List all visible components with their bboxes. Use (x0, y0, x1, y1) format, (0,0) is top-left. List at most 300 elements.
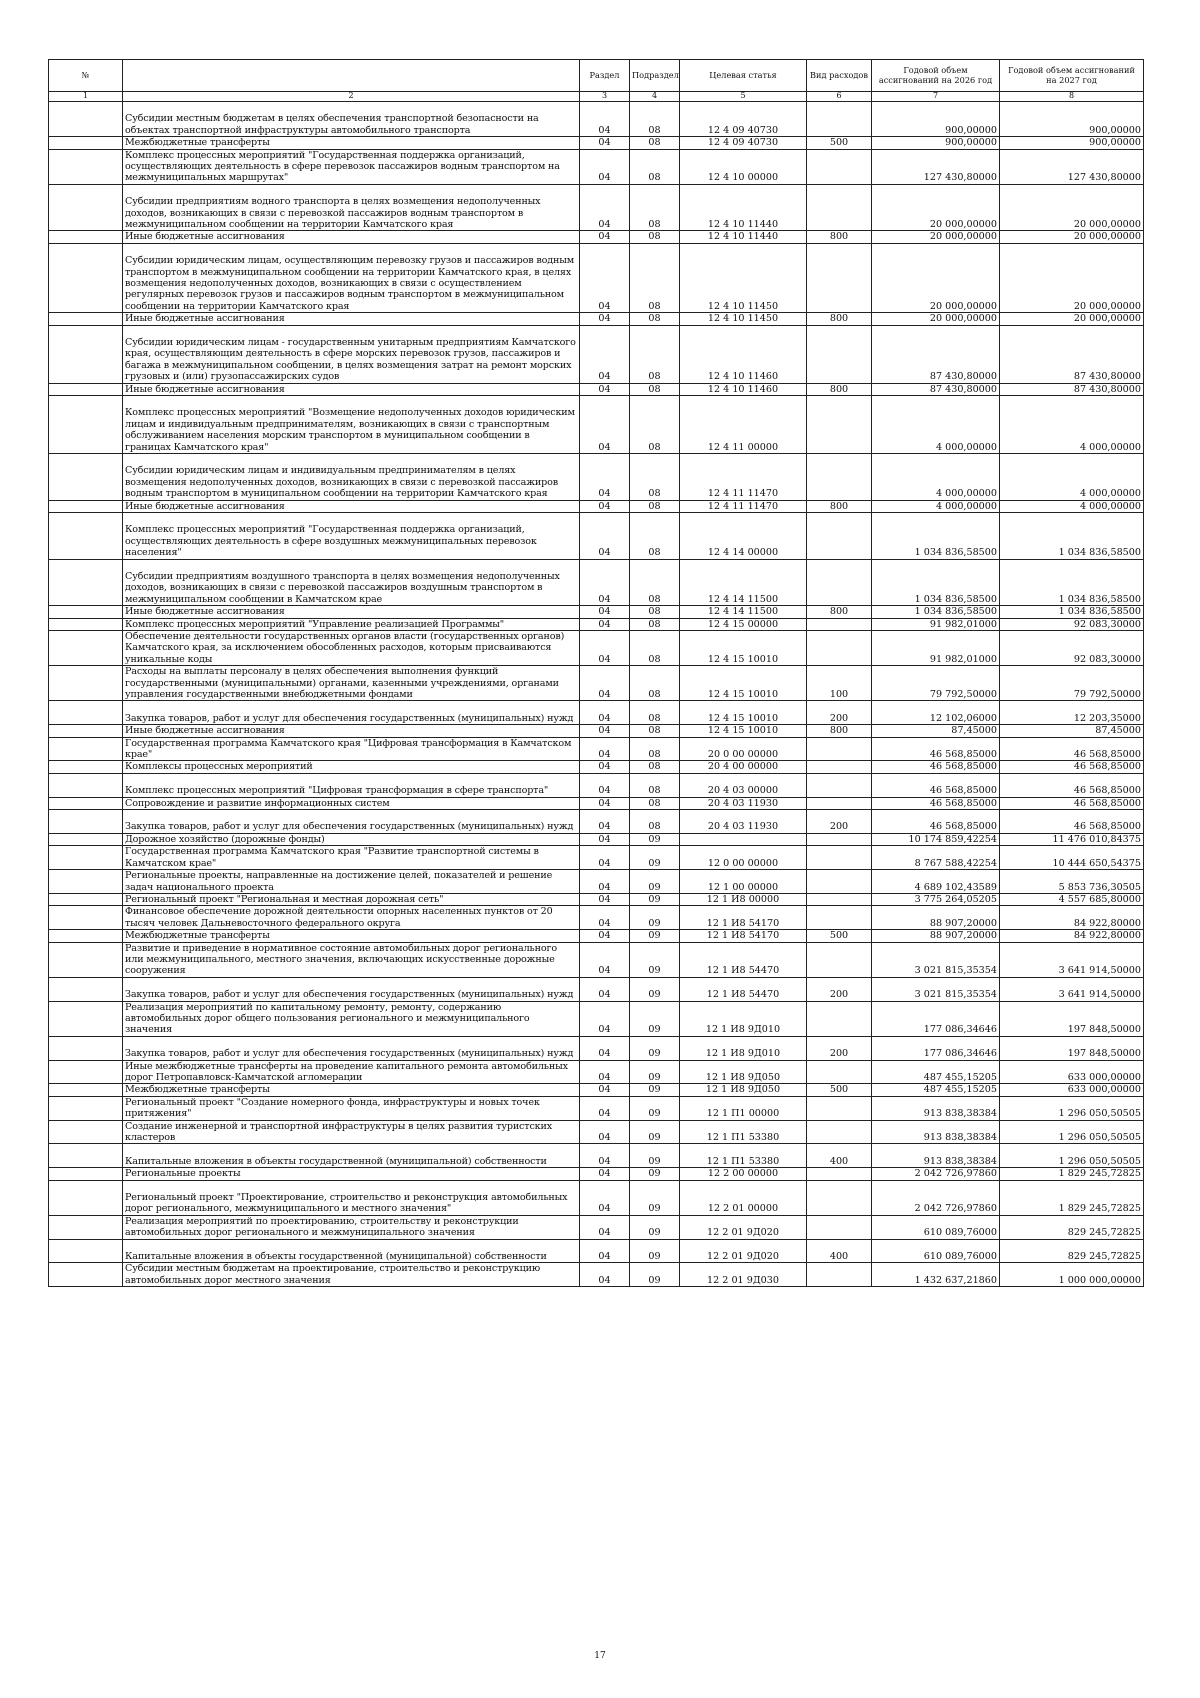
table-row (49, 1001, 1144, 1036)
cell-name: Региональный проект "Создание номерного фонда, инфраструктуры и новых точек притяжения" (123, 1096, 580, 1120)
cell-section: 04 (580, 102, 630, 137)
row-number-cell (49, 1096, 123, 1120)
header-year-2027: Годовой объем ассигнований на 2027 год (1000, 60, 1144, 92)
cell-amount-2027: 20 000,00000 (1000, 184, 1144, 231)
cell-target: 12 1 И8 9Д050 (680, 1084, 807, 1096)
row-number-cell (49, 325, 123, 383)
cell-subsection: 08 (630, 810, 680, 834)
cell-expense-type: 500 (807, 137, 872, 149)
cell-name: Комплекс процессных мероприятий "Возмещение недополученных доходов юридическим лицам и индивидуальным предпринимателям, возникающих в связи с транспортным обслуживанием населения морским транспортом в муниципальном сообщении в границах Камчатского края" (123, 396, 580, 454)
row-number-cell (49, 1036, 123, 1060)
cell-expense-type: 400 (807, 1144, 872, 1168)
cell-subsection: 09 (630, 1215, 680, 1239)
cell-subsection: 09 (630, 870, 680, 894)
table-row (49, 666, 1144, 701)
row-number-cell (49, 102, 123, 137)
cell-amount-2026: 2 042 726,97860 (872, 1180, 1000, 1215)
cell-name: Иные бюджетные ассигнования (123, 231, 580, 243)
cell-subsection: 08 (630, 231, 680, 243)
cell-subsection: 09 (630, 977, 680, 1001)
cell-target: 12 4 09 40730 (680, 102, 807, 137)
row-number-cell (49, 1060, 123, 1084)
cell-name: Межбюджетные трансферты (123, 1084, 580, 1096)
cell-section: 04 (580, 666, 630, 701)
cell-name: Иные бюджетные ассигнования (123, 606, 580, 618)
header-no: № (49, 60, 123, 92)
cell-name: Иные бюджетные ассигнования (123, 383, 580, 395)
cell-expense-type: 800 (807, 500, 872, 512)
cell-section: 04 (580, 1084, 630, 1096)
table-row (49, 846, 1144, 870)
row-number-cell (49, 1239, 123, 1263)
cell-target: 12 4 15 10010 (680, 701, 807, 725)
cell-section: 04 (580, 906, 630, 930)
cell-amount-2026: 3 021 815,35354 (872, 977, 1000, 1001)
row-number-cell (49, 846, 123, 870)
row-number-cell (49, 725, 123, 737)
cell-section: 04 (580, 942, 630, 977)
cell-amount-2027: 1 829 245,72825 (1000, 1168, 1144, 1180)
cell-amount-2027: 1 829 245,72825 (1000, 1180, 1144, 1215)
cell-amount-2027: 4 557 685,80000 (1000, 893, 1144, 905)
cell-subsection: 08 (630, 500, 680, 512)
cell-amount-2026: 1 034 836,58500 (872, 606, 1000, 618)
cell-name: Реализация мероприятий по капитальному ремонту, ремонту, содержанию автомобильных дорог общего пользования регионального и межмуниципального значения (123, 1001, 580, 1036)
cell-expense-type: 200 (807, 1036, 872, 1060)
table-row (49, 942, 1144, 977)
column-number: 2 (123, 92, 580, 102)
cell-target: 12 4 15 10010 (680, 725, 807, 737)
cell-target: 12 4 11 11470 (680, 454, 807, 501)
table-row (49, 1180, 1144, 1215)
cell-section: 04 (580, 149, 630, 184)
cell-subsection: 08 (630, 184, 680, 231)
cell-amount-2026: 46 568,85000 (872, 797, 1000, 809)
cell-section: 04 (580, 631, 630, 666)
cell-subsection: 09 (630, 1060, 680, 1084)
row-number-cell (49, 893, 123, 905)
cell-name: Комплекс процессных мероприятий "Управление реализацией Программы" (123, 618, 580, 630)
cell-expense-type (807, 184, 872, 231)
row-number-cell (49, 737, 123, 761)
cell-section: 04 (580, 618, 630, 630)
cell-section: 04 (580, 1215, 630, 1239)
table-row (49, 1144, 1144, 1168)
header-subsection: Подраздел (630, 60, 680, 92)
cell-expense-type (807, 325, 872, 383)
row-number-cell (49, 396, 123, 454)
cell-expense-type: 100 (807, 666, 872, 701)
cell-subsection: 08 (630, 313, 680, 325)
cell-subsection: 08 (630, 137, 680, 149)
cell-amount-2026: 2 042 726,97860 (872, 1168, 1000, 1180)
cell-section: 04 (580, 1001, 630, 1036)
cell-amount-2027: 1 034 836,58500 (1000, 513, 1144, 560)
cell-target: 12 4 15 00000 (680, 618, 807, 630)
cell-subsection: 09 (630, 1263, 680, 1287)
cell-target: 12 4 11 00000 (680, 396, 807, 454)
cell-amount-2027: 4 000,00000 (1000, 396, 1144, 454)
cell-section: 04 (580, 773, 630, 797)
cell-expense-type (807, 833, 872, 845)
cell-amount-2027: 1 000 000,00000 (1000, 1263, 1144, 1287)
cell-subsection: 09 (630, 1084, 680, 1096)
table-row (49, 618, 1144, 630)
cell-section: 04 (580, 313, 630, 325)
row-number-cell (49, 906, 123, 930)
table-row (49, 1060, 1144, 1084)
cell-name: Сопровождение и развитие информационных систем (123, 797, 580, 809)
cell-section: 04 (580, 930, 630, 942)
cell-expense-type (807, 1180, 872, 1215)
cell-amount-2026: 127 430,80000 (872, 149, 1000, 184)
row-number-cell (49, 606, 123, 618)
table-row (49, 102, 1144, 137)
cell-amount-2027: 829 245,72825 (1000, 1215, 1144, 1239)
table-row (49, 977, 1144, 1001)
cell-section: 04 (580, 810, 630, 834)
cell-expense-type: 800 (807, 231, 872, 243)
row-number-cell (49, 870, 123, 894)
cell-target: 12 2 01 9Д020 (680, 1239, 807, 1263)
cell-target: 12 2 01 9Д030 (680, 1263, 807, 1287)
row-number-cell (49, 1168, 123, 1180)
cell-expense-type (807, 846, 872, 870)
cell-subsection: 08 (630, 606, 680, 618)
cell-amount-2027: 84 922,80000 (1000, 930, 1144, 942)
cell-subsection: 09 (630, 1096, 680, 1120)
table-row (49, 325, 1144, 383)
cell-amount-2026: 88 907,20000 (872, 906, 1000, 930)
table-row (49, 454, 1144, 501)
row-number-cell (49, 137, 123, 149)
cell-expense-type: 800 (807, 313, 872, 325)
cell-name: Расходы на выплаты персоналу в целях обеспечения выполнения функций государственными (муниципальными) органами, казенными учреждениями, органами управления государственными внебюджетными фондами (123, 666, 580, 701)
cell-amount-2027: 87 430,80000 (1000, 383, 1144, 395)
cell-name: Субсидии юридическим лицам и индивидуальным предпринимателям в целях возмещения недополученных доходов, возникающих в связи с перевозкой пассажиров водным транспортом в муниципальном сообщении на территории Камчатского края (123, 454, 580, 501)
cell-amount-2027: 10 444 650,54375 (1000, 846, 1144, 870)
cell-amount-2026: 3 775 264,05205 (872, 893, 1000, 905)
cell-target: 12 4 10 11440 (680, 231, 807, 243)
cell-section: 04 (580, 737, 630, 761)
cell-expense-type (807, 618, 872, 630)
cell-expense-type (807, 513, 872, 560)
cell-amount-2026: 91 982,01000 (872, 618, 1000, 630)
cell-name: Капитальные вложения в объекты государственной (муниципальной) собственности (123, 1239, 580, 1263)
cell-expense-type (807, 942, 872, 977)
table-row (49, 737, 1144, 761)
cell-name: Финансовое обеспечение дорожной деятельности опорных населенных пунктов от 20 тысяч человек Дальневосточного федерального округа (123, 906, 580, 930)
row-number-cell (49, 1180, 123, 1215)
header-target: Целевая статья (680, 60, 807, 92)
cell-expense-type (807, 1060, 872, 1084)
cell-amount-2027: 4 000,00000 (1000, 454, 1144, 501)
table-row (49, 137, 1144, 149)
cell-target: 12 2 01 00000 (680, 1180, 807, 1215)
row-number-cell (49, 149, 123, 184)
table-row (49, 383, 1144, 395)
cell-amount-2027: 11 476 010,84375 (1000, 833, 1144, 845)
cell-amount-2027: 900,00000 (1000, 102, 1144, 137)
cell-amount-2026: 8 767 588,42254 (872, 846, 1000, 870)
cell-amount-2027: 829 245,72825 (1000, 1239, 1144, 1263)
cell-name: Иные бюджетные ассигнования (123, 500, 580, 512)
cell-subsection: 09 (630, 1001, 680, 1036)
cell-amount-2026: 1 432 637,21860 (872, 1263, 1000, 1287)
cell-amount-2026: 177 086,34646 (872, 1001, 1000, 1036)
row-number-cell (49, 1144, 123, 1168)
cell-amount-2026: 1 034 836,58500 (872, 513, 1000, 560)
cell-name: Субсидии юридическим лицам, осуществляющим перевозку грузов и пассажиров водным транспортом в межмуниципальном сообщении на территории Камчатского края, в целях возмещения недополученных доходов, возникающих в связи с осуществлением регулярных перевозок грузов и пассажиров водным транспортом в межмуниципальном сообщении на территории Камчатского края (123, 243, 580, 312)
cell-amount-2026: 46 568,85000 (872, 773, 1000, 797)
cell-expense-type: 500 (807, 930, 872, 942)
cell-section: 04 (580, 137, 630, 149)
table-row (49, 870, 1144, 894)
table-row (49, 773, 1144, 797)
cell-name: Межбюджетные трансферты (123, 930, 580, 942)
cell-target: 12 4 15 10010 (680, 666, 807, 701)
table-row (49, 396, 1144, 454)
cell-amount-2026: 87 430,80000 (872, 325, 1000, 383)
cell-section: 04 (580, 1060, 630, 1084)
cell-subsection: 08 (630, 725, 680, 737)
cell-target: 20 4 03 11930 (680, 797, 807, 809)
cell-expense-type: 200 (807, 701, 872, 725)
row-number-cell (49, 833, 123, 845)
table-row (49, 149, 1144, 184)
cell-section: 04 (580, 1180, 630, 1215)
cell-amount-2027: 900,00000 (1000, 137, 1144, 149)
cell-subsection: 08 (630, 631, 680, 666)
cell-expense-type (807, 102, 872, 137)
table-row (49, 559, 1144, 606)
cell-name: Субсидии предприятиям воздушного транспорта в целях возмещения недополученных доходов, возникающих в связи с перевозкой пассажиров воздушным транспортом в межмуниципальном сообщении в Камчатском крае (123, 559, 580, 606)
cell-expense-type (807, 396, 872, 454)
cell-amount-2026: 4 689 102,43589 (872, 870, 1000, 894)
cell-name: Закупка товаров, работ и услуг для обеспечения государственных (муниципальных) нужд (123, 1036, 580, 1060)
cell-section: 04 (580, 701, 630, 725)
column-number: 8 (1000, 92, 1144, 102)
cell-expense-type (807, 1215, 872, 1239)
cell-expense-type (807, 761, 872, 773)
row-number-cell (49, 942, 123, 977)
row-number-cell (49, 631, 123, 666)
cell-target: 12 4 10 00000 (680, 149, 807, 184)
cell-target: 12 1 И8 9Д010 (680, 1036, 807, 1060)
table-row (49, 893, 1144, 905)
cell-name: Создание инженерной и транспортной инфраструктуры в целях развития туристских кластеров (123, 1120, 580, 1144)
cell-name: Развитие и приведение в нормативное состояние автомобильных дорог регионального или межмуниципального, местного значения, включающих искусственные дорожные сооружения (123, 942, 580, 977)
cell-expense-type (807, 893, 872, 905)
table-row (49, 725, 1144, 737)
cell-subsection: 09 (630, 893, 680, 905)
cell-amount-2026: 900,00000 (872, 102, 1000, 137)
cell-amount-2027: 1 034 836,58500 (1000, 559, 1144, 606)
row-number-cell (49, 500, 123, 512)
header-section: Раздел (580, 60, 630, 92)
cell-amount-2027: 3 641 914,50000 (1000, 942, 1144, 977)
cell-name: Региональные проекты, направленные на достижение целей, показателей и решение задач национального проекта (123, 870, 580, 894)
cell-amount-2026: 12 102,06000 (872, 701, 1000, 725)
cell-expense-type (807, 1120, 872, 1144)
cell-section: 04 (580, 1168, 630, 1180)
cell-section: 04 (580, 231, 630, 243)
cell-subsection: 09 (630, 1168, 680, 1180)
cell-amount-2027: 12 203,35000 (1000, 701, 1144, 725)
cell-target: 12 4 14 00000 (680, 513, 807, 560)
cell-target: 12 1 П1 53380 (680, 1144, 807, 1168)
column-number: 6 (807, 92, 872, 102)
row-number-cell (49, 313, 123, 325)
table-row (49, 797, 1144, 809)
cell-section: 04 (580, 383, 630, 395)
cell-subsection: 08 (630, 701, 680, 725)
header-expense-type: Вид расходов (807, 60, 872, 92)
cell-subsection: 08 (630, 513, 680, 560)
cell-subsection: 08 (630, 454, 680, 501)
cell-name: Государственная программа Камчатского края "Цифровая трансформация в Камчатском крае" (123, 737, 580, 761)
row-number-cell (49, 231, 123, 243)
cell-target: 12 1 П1 00000 (680, 1096, 807, 1120)
cell-expense-type (807, 737, 872, 761)
cell-amount-2027: 197 848,50000 (1000, 1036, 1144, 1060)
cell-target: 12 1 И8 54470 (680, 942, 807, 977)
cell-amount-2026: 10 174 859,42254 (872, 833, 1000, 845)
cell-amount-2026: 4 000,00000 (872, 396, 1000, 454)
cell-amount-2027: 46 568,85000 (1000, 810, 1144, 834)
table-row (49, 500, 1144, 512)
table-row (49, 606, 1144, 618)
cell-section: 04 (580, 725, 630, 737)
row-number-cell (49, 761, 123, 773)
cell-amount-2026: 913 838,38384 (872, 1096, 1000, 1120)
cell-name: Иные бюджетные ассигнования (123, 313, 580, 325)
cell-target: 12 1 00 00000 (680, 870, 807, 894)
column-number: 7 (872, 92, 1000, 102)
cell-subsection: 08 (630, 666, 680, 701)
cell-subsection: 08 (630, 149, 680, 184)
cell-section: 04 (580, 325, 630, 383)
cell-section: 04 (580, 559, 630, 606)
cell-subsection: 09 (630, 1239, 680, 1263)
cell-amount-2027: 127 430,80000 (1000, 149, 1144, 184)
row-number-cell (49, 383, 123, 395)
table-row (49, 1084, 1144, 1096)
cell-target: 12 4 09 40730 (680, 137, 807, 149)
cell-amount-2026: 20 000,00000 (872, 313, 1000, 325)
table-row (49, 1168, 1144, 1180)
table-row (49, 1239, 1144, 1263)
cell-target: 12 4 10 11460 (680, 325, 807, 383)
cell-amount-2026: 913 838,38384 (872, 1144, 1000, 1168)
table-row (49, 810, 1144, 834)
table-row (49, 1215, 1144, 1239)
cell-name: Межбюджетные трансферты (123, 137, 580, 149)
cell-target: 12 4 10 11460 (680, 383, 807, 395)
cell-name: Реализация мероприятий по проектированию, строительству и реконструкции автомобильных дорог регионального и межмуниципального значения (123, 1215, 580, 1239)
cell-subsection: 08 (630, 797, 680, 809)
row-number-cell (49, 513, 123, 560)
cell-expense-type (807, 559, 872, 606)
cell-amount-2027: 633 000,00000 (1000, 1084, 1144, 1096)
cell-target: 12 4 11 11470 (680, 500, 807, 512)
cell-section: 04 (580, 893, 630, 905)
cell-amount-2027: 46 568,85000 (1000, 737, 1144, 761)
page-number: 17 (594, 1651, 606, 1661)
row-number-cell (49, 1263, 123, 1287)
cell-subsection: 08 (630, 243, 680, 312)
row-number-cell (49, 977, 123, 1001)
column-number: 5 (680, 92, 807, 102)
table-row (49, 1120, 1144, 1144)
cell-amount-2026: 3 021 815,35354 (872, 942, 1000, 977)
cell-amount-2027: 20 000,00000 (1000, 313, 1144, 325)
table-row (49, 930, 1144, 942)
cell-amount-2027: 5 853 736,30505 (1000, 870, 1144, 894)
cell-section: 04 (580, 797, 630, 809)
table-row (49, 513, 1144, 560)
cell-section: 04 (580, 1120, 630, 1144)
cell-expense-type (807, 773, 872, 797)
cell-section: 04 (580, 1096, 630, 1120)
cell-target: 12 4 10 11440 (680, 184, 807, 231)
cell-amount-2026: 91 982,01000 (872, 631, 1000, 666)
cell-name: Комплекс процессных мероприятий "Государственная поддержка организаций, осуществляющих деятельность в сфере воздушных межмуниципальных перевозок населения" (123, 513, 580, 560)
cell-target: 20 4 03 00000 (680, 773, 807, 797)
cell-expense-type (807, 1263, 872, 1287)
cell-target: 12 1 П1 53380 (680, 1120, 807, 1144)
cell-amount-2026: 610 089,76000 (872, 1239, 1000, 1263)
table-row (49, 1036, 1144, 1060)
cell-name: Комплекс процессных мероприятий "Государственная поддержка организаций, осуществляющих деятельность в сфере перевозок пассажиров водным транспортом на межмуниципальных маршрутах" (123, 149, 580, 184)
cell-amount-2027: 87,45000 (1000, 725, 1144, 737)
cell-name: Иные бюджетные ассигнования (123, 725, 580, 737)
cell-section: 04 (580, 1239, 630, 1263)
table-row (49, 313, 1144, 325)
table-row (49, 833, 1144, 845)
cell-amount-2027: 1 296 050,50505 (1000, 1120, 1144, 1144)
cell-name: Закупка товаров, работ и услуг для обеспечения государственных (муниципальных) нужд (123, 810, 580, 834)
column-number: 3 (580, 92, 630, 102)
cell-amount-2027: 92 083,30000 (1000, 631, 1144, 666)
cell-name: Субсидии юридическим лицам - государственным унитарным предприятиям Камчатского края, осуществляющим деятельность в сфере морских перевозок грузов, пассажиров и багажа в межмуниципальном сообщении, в целях возмещения затрат на ремонт морских грузовых и (или) грузопассажирских судов (123, 325, 580, 383)
cell-name: Обеспечение деятельности государственных органов власти (государственных органов) Камчатского края, за исключением обособленных расходов, которым присваиваются уникальные коды (123, 631, 580, 666)
column-number: 1 (49, 92, 123, 102)
cell-target: 12 1 И8 9Д050 (680, 1060, 807, 1084)
cell-target: 20 4 00 00000 (680, 761, 807, 773)
cell-section: 04 (580, 184, 630, 231)
cell-section: 04 (580, 243, 630, 312)
cell-amount-2027: 20 000,00000 (1000, 243, 1144, 312)
cell-name: Субсидии местным бюджетам в целях обеспечения транспортной безопасности на объектах транспортной инфраструктуры автомобильного транспорта (123, 102, 580, 137)
cell-expense-type (807, 631, 872, 666)
cell-name: Государственная программа Камчатского края "Развитие транспортной системы в Камчатском крае" (123, 846, 580, 870)
cell-subsection: 08 (630, 773, 680, 797)
table-row (49, 701, 1144, 725)
cell-expense-type: 400 (807, 1239, 872, 1263)
cell-amount-2026: 1 034 836,58500 (872, 559, 1000, 606)
cell-amount-2027: 79 792,50000 (1000, 666, 1144, 701)
cell-subsection: 08 (630, 102, 680, 137)
cell-amount-2027: 1 034 836,58500 (1000, 606, 1144, 618)
cell-target: 12 4 10 11450 (680, 313, 807, 325)
cell-section: 04 (580, 846, 630, 870)
cell-amount-2026: 46 568,85000 (872, 761, 1000, 773)
cell-name: Региональные проекты (123, 1168, 580, 1180)
cell-subsection: 09 (630, 906, 680, 930)
cell-subsection: 09 (630, 1120, 680, 1144)
cell-expense-type: 200 (807, 977, 872, 1001)
